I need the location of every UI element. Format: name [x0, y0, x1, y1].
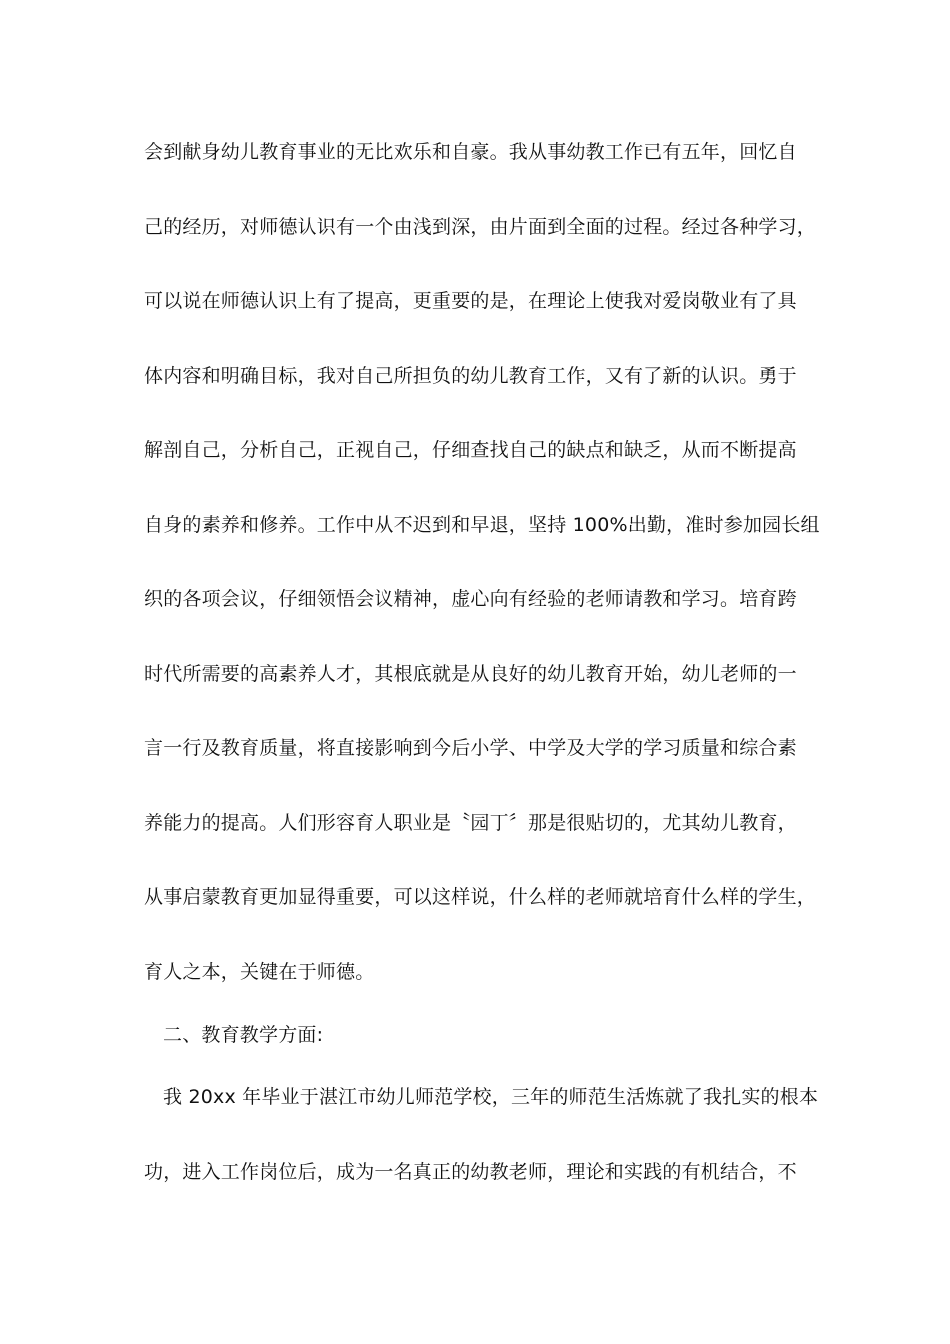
- paragraph-line: 从事启蒙教育更加显得重要，可以这样说，什么样的老师就培育什么样的学生，: [144, 886, 817, 908]
- paragraph-line: 会到献身幼儿教育事业的无比欢乐和自豪。我从事幼教工作已有五年，回忆自: [144, 141, 797, 163]
- paragraph-line: 自身的素养和修养。工作中从不迟到和早退，坚持 100%出勤，准时参加园长组: [144, 514, 820, 536]
- paragraph-line: 功，进入工作岗位后，成为一名真正的幼教老师，理论和实践的有机结合，不: [144, 1161, 797, 1183]
- section-heading: 二、教育教学方面:: [163, 1024, 324, 1046]
- paragraph-line: 时代所需要的高素养人才，其根底就是从良好的幼儿教育开始，幼儿老师的一: [144, 663, 797, 685]
- paragraph-line: 可以说在师德认识上有了提高，更重要的是，在理论上使我对爱岗敬业有了具: [144, 290, 797, 312]
- paragraph-line: 解剖自己，分析自己，正视自己，仔细查找自己的缺点和缺乏，从而不断提高: [144, 439, 797, 461]
- paragraph-line: 织的各项会议，仔细领悟会议精神，虚心向有经验的老师请教和学习。培育跨: [144, 588, 797, 610]
- paragraph-line: 育人之本，关键在于师德。: [144, 961, 375, 983]
- paragraph-line: 己的经历，对师德认识有一个由浅到深，由片面到全面的过程。经过各种学习，: [144, 216, 817, 238]
- paragraph-line: 我 20xx 年毕业于湛江市幼儿师范学校，三年的师范生活炼就了我扎实的根本: [163, 1086, 819, 1108]
- paragraph-line: 言一行及教育质量，将直接影响到今后小学、中学及大学的学习质量和综合素: [144, 737, 797, 759]
- paragraph-line: 养能力的提高。人们形容育人职业是〝园丁〞那是很贴切的，尤其幼儿教育，: [144, 812, 797, 834]
- paragraph-line: 体内容和明确目标，我对自己所担负的幼儿教育工作，又有了新的认识。勇于: [144, 365, 797, 387]
